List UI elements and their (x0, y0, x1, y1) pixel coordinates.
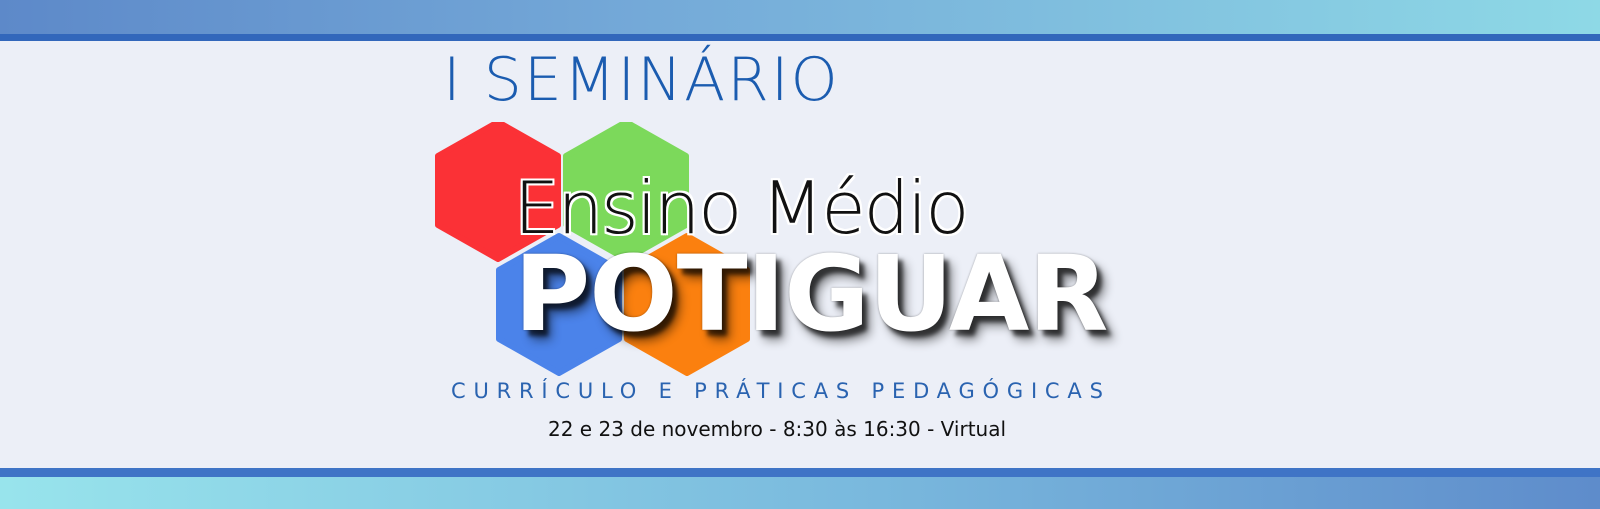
edition-title: I SEMINÁRIO (443, 45, 840, 115)
title-line-potiguar: POTIGUAR (514, 233, 1108, 355)
title-line-ensino-medio: Ensino Médio (514, 166, 968, 250)
bottom-gradient-band (0, 477, 1600, 509)
top-gradient-band (0, 0, 1600, 34)
event-schedule: 22 e 23 de novembro - 8:30 às 16:30 - Virtual (548, 417, 1007, 441)
bottom-border-line (0, 468, 1600, 477)
event-subtitle: CURRÍCULO E PRÁTICAS PEDAGÓGICAS (451, 379, 1111, 403)
top-border-line (0, 34, 1600, 41)
